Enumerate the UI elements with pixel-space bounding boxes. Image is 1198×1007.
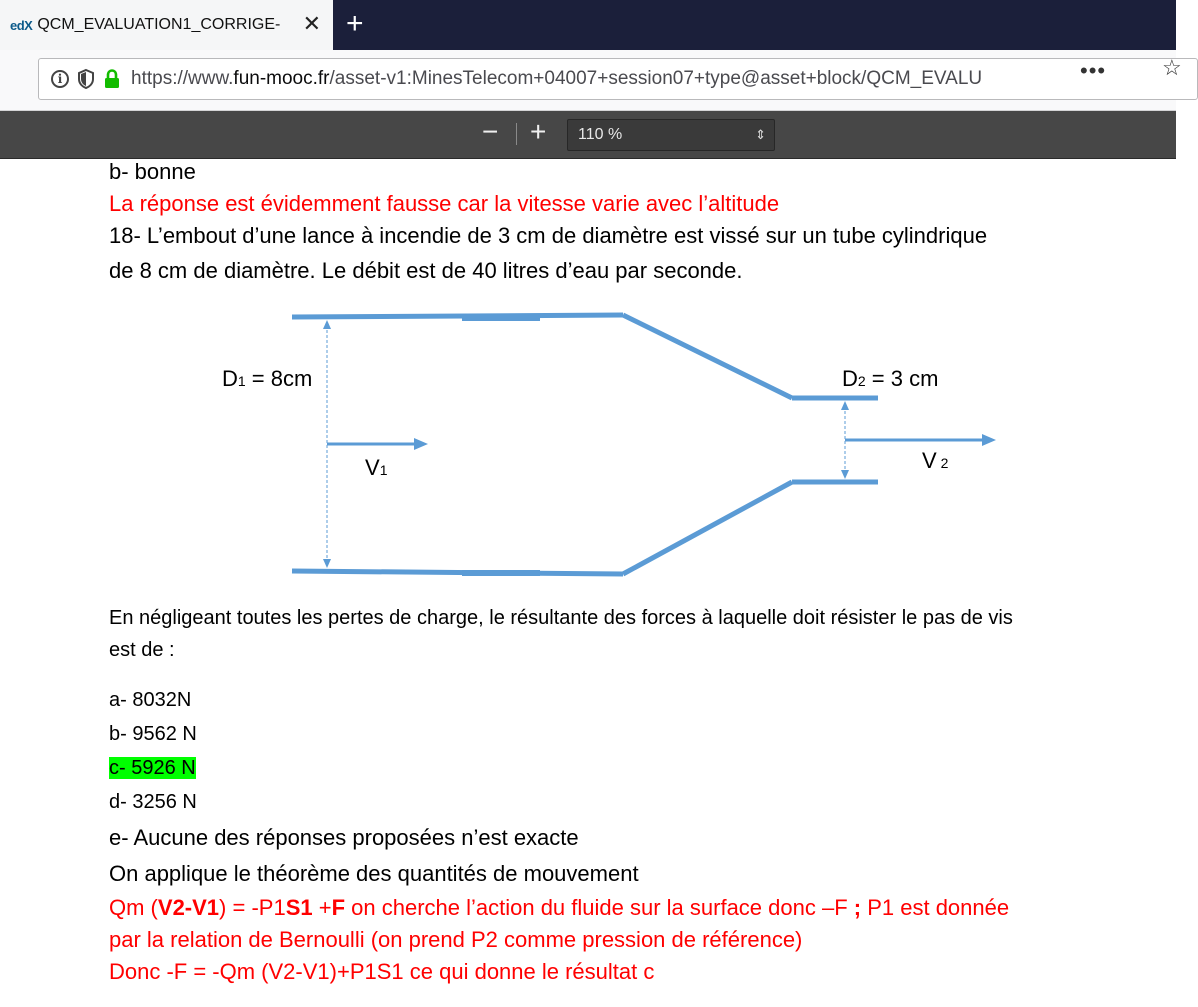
toolbar-separator [516, 123, 517, 145]
v2-label: V 2 [922, 448, 949, 473]
nozzle-diagram [0, 289, 1176, 729]
select-arrows-icon: ⇕ [755, 127, 766, 142]
navigation-bar [0, 50, 1182, 111]
red-explanation-2: Qm (V2-V1) = -P1S1 +F on cherche l’action du fluide sur la surface donc –F ; P1 est donnée [109, 895, 1010, 920]
d2-arrowhead-bottom [841, 470, 849, 479]
edx-favicon-icon: edX [10, 17, 33, 33]
question-line-1: En négligeant toutes les pertes de charge, le résultante des forces à laquelle doit résister le pas de vis [109, 607, 1013, 629]
pipe-top-wall [292, 315, 623, 317]
red-explanation-4: Donc -F = -Qm (V2-V1)+P1S1 ce qui donne le résultat c [109, 959, 655, 984]
d1-arrowhead-top [323, 320, 331, 329]
question-line-2: est de : [109, 639, 175, 661]
red-explanation-1: La réponse est évidemment fausse car la vitesse varie avec l’altitude [109, 191, 780, 216]
zoom-value: 110 % [578, 126, 623, 143]
tracking-shield-icon[interactable] [77, 69, 95, 89]
theorem-line: On applique le théorème des quantités de mouvement [109, 861, 639, 886]
question-18-line-1: 18- L’embout d’une lance à incendie de 3 cm de diamètre est vissé sur un tube cylindrique [109, 223, 988, 248]
pipe-bottom-wall [292, 571, 623, 574]
d1-arrowhead-bottom [323, 559, 331, 568]
close-tab-icon[interactable]: ✕ [302, 11, 321, 36]
correct-answer-highlight: c- 5926 N [109, 757, 196, 779]
zoom-in-button[interactable]: + [530, 116, 547, 147]
option-b: b- 9562 N [109, 723, 197, 745]
pdf-page [0, 159, 1176, 1007]
zoom-select[interactable] [567, 119, 775, 151]
url-bar[interactable] [38, 58, 1198, 100]
lock-icon[interactable] [103, 69, 121, 89]
v2-arrowhead [982, 434, 996, 446]
new-tab-button[interactable]: + [346, 7, 364, 40]
d1-label: D1 = 8cm [222, 366, 313, 391]
tab-active[interactable] [0, 0, 333, 50]
answer-b-line: b- bonne [109, 159, 196, 184]
red-explanation-3: par la relation de Bernoulli (on prend P2 comme pression de référence) [109, 927, 803, 952]
page-actions-button[interactable]: ••• [1080, 58, 1107, 83]
option-c-correct [109, 757, 196, 780]
d2-label: D2 = 3 cm [842, 366, 939, 391]
pdf-toolbar [0, 111, 1176, 159]
option-e: e- Aucune des réponses proposées n’est exacte [109, 825, 579, 850]
question-18-line-2: de 8 cm de diamètre. Le débit est de 40 litres d’eau par seconde. [109, 258, 743, 283]
v1-label: V1 [365, 455, 388, 480]
option-d: d- 3256 N [109, 791, 197, 813]
info-icon[interactable]: i [51, 70, 69, 88]
v1-arrowhead [414, 438, 428, 450]
url-text[interactable]: https://www.fun-mooc.fr/asset-v1:MinesTelecom+04007+session07+type@asset+block/QCM_EVALU [131, 68, 983, 89]
option-a: a- 8032N [109, 689, 192, 711]
tab-title: QCM_EVALUATION1_CORRIGE- [37, 16, 281, 33]
bookmark-star-icon[interactable]: ☆ [1162, 55, 1182, 80]
cone-top-wall [623, 315, 792, 398]
cone-bottom-wall [623, 482, 792, 574]
d2-arrowhead-top [841, 401, 849, 410]
zoom-out-button[interactable]: − [482, 116, 499, 147]
tab-strip [0, 0, 1176, 50]
